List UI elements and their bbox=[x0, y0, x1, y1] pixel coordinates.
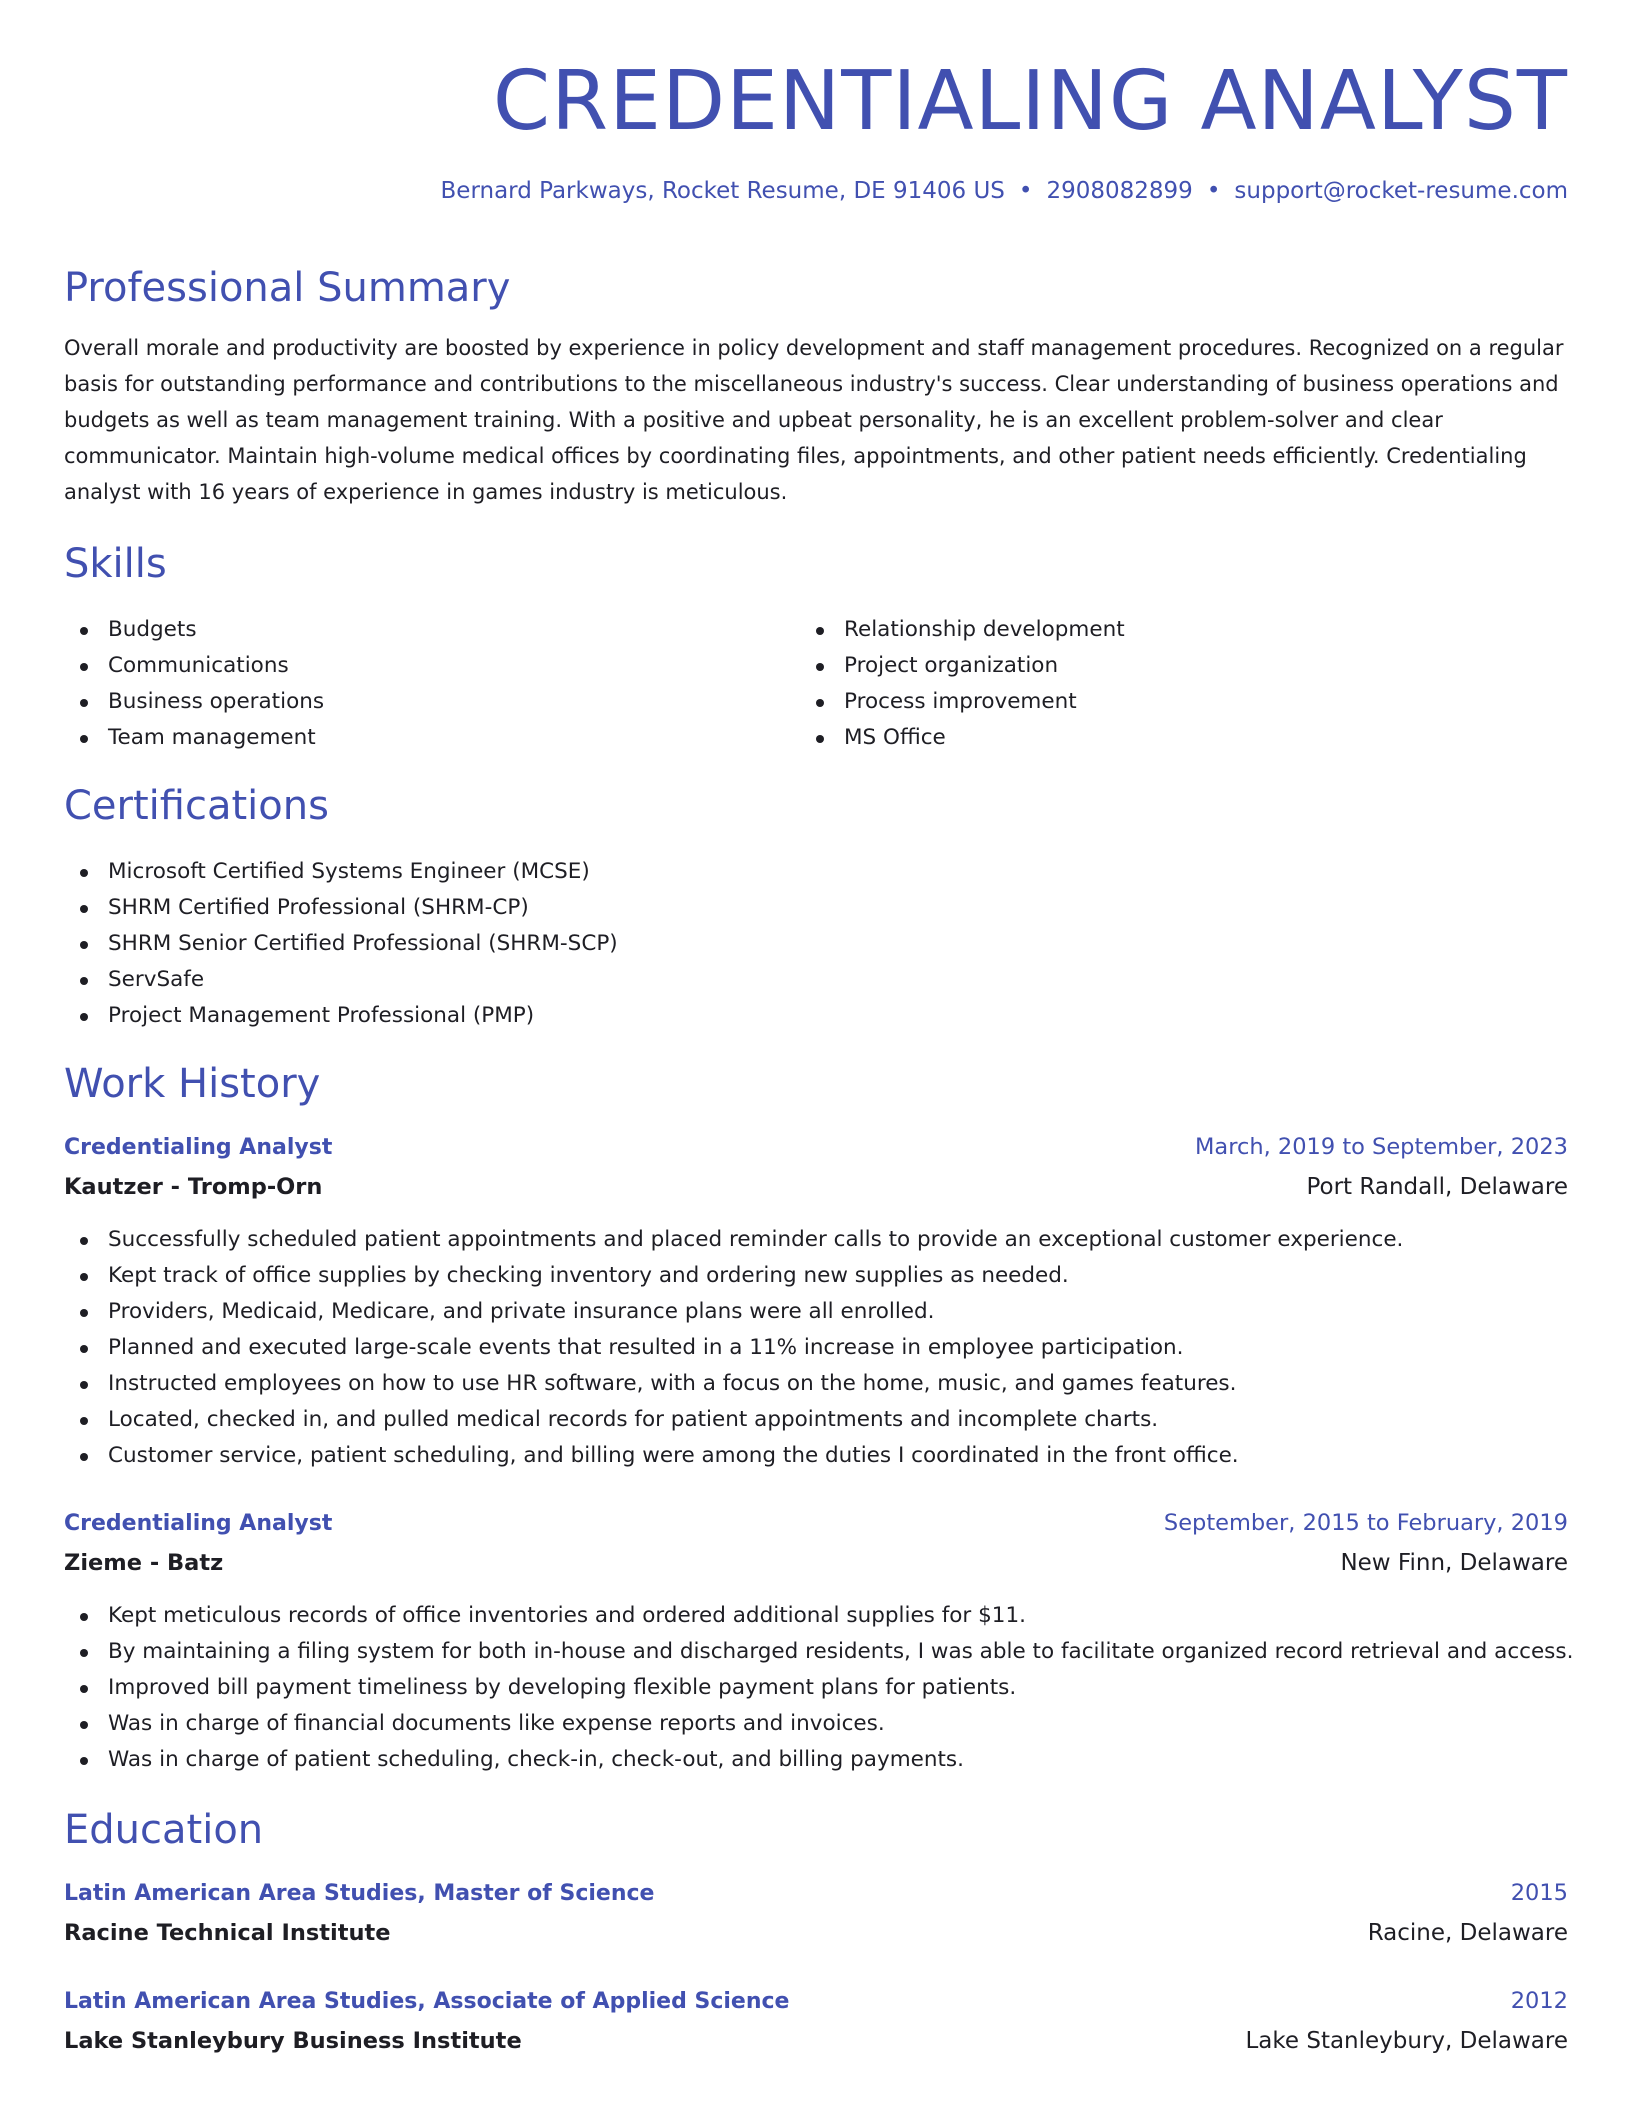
certification-item: SHRM Senior Certified Professional (SHRM-SCP) bbox=[64, 926, 1568, 962]
job-title: Credentialing Analyst bbox=[64, 1135, 333, 1160]
job-bullet: Was in charge of patient scheduling, check-in, check-out, and billing payments. bbox=[64, 1742, 1568, 1778]
education-entry bbox=[64, 1874, 1568, 1953]
summary-text: Overall morale and productivity are boosted by experience in policy development and staff management procedures. Recognized on a regular basis for outstanding performance and contributions to the miscellaneous industry's success. Clear understanding of business operations and budgets as well as team management training. With a positive and upbeat personality, he is an excellent problem-solver and clear communicator. Maintain high-volume medical offices by coordinating files, appointments, and other patient needs efficiently. Credentialing analyst with 16 years of experience in games industry is meticulous. bbox=[64, 336, 1564, 504]
education-degree: Latin American Area Studies, Associate of Applied Science bbox=[64, 1989, 790, 2014]
education-year: 2015 bbox=[1510, 1880, 1568, 1906]
job-bullet: Providers, Medicaid, Medicare, and private insurance plans were all enrolled. bbox=[64, 1294, 1568, 1330]
education-location: Racine, Delaware bbox=[1367, 1920, 1568, 1946]
skill-item: Team management bbox=[64, 720, 764, 756]
job-bullet: Planned and executed large-scale events that resulted in a 11% increase in employee participation. bbox=[64, 1330, 1568, 1366]
education-school: Racine Technical Institute bbox=[64, 1920, 391, 1946]
education-degree: Latin American Area Studies, Master of Science bbox=[64, 1881, 655, 1906]
skills-list-left bbox=[64, 612, 764, 756]
education-school: Lake Stanleybury Business Institute bbox=[64, 2028, 522, 2054]
skill-item: Communications bbox=[64, 648, 764, 684]
job-bullet: Customer service, patient scheduling, and billing were among the duties I coordinated in the front office. bbox=[64, 1438, 1568, 1474]
job-entry-header bbox=[64, 1504, 1568, 1583]
job-bullet-list bbox=[64, 1222, 1568, 1474]
job-bullet: Was in charge of financial documents like expense reports and invoices. bbox=[64, 1706, 1568, 1742]
job-bullet: Located, checked in, and pulled medical records for patient appointments and incomplete charts. bbox=[64, 1402, 1568, 1438]
job-location: Port Randall, Delaware bbox=[1306, 1174, 1568, 1200]
job-dates: September, 2015 to February, 2019 bbox=[1163, 1510, 1568, 1536]
skill-item: Process improvement bbox=[800, 684, 1500, 720]
resume-header bbox=[64, 52, 1568, 152]
skills-list-right bbox=[800, 612, 1500, 756]
job-company: Zieme - Batz bbox=[64, 1550, 224, 1576]
contact-separator: • bbox=[1018, 178, 1033, 204]
job-entry-header bbox=[64, 1128, 1568, 1207]
certification-item: Project Management Professional (PMP) bbox=[64, 998, 1568, 1034]
job-bullet-list bbox=[64, 1598, 1574, 1778]
job-title: Credentialing Analyst bbox=[64, 1511, 333, 1536]
job-location: New Finn, Delaware bbox=[1340, 1550, 1568, 1576]
job-bullet: Kept meticulous records of office inventories and ordered additional supplies for $11. bbox=[64, 1598, 1568, 1634]
certification-item: Microsoft Certified Systems Engineer (MCSE) bbox=[64, 854, 1568, 890]
job-company: Kautzer - Tromp-Orn bbox=[64, 1174, 323, 1200]
resume-name: CREDENTIALING ANALYST bbox=[492, 54, 1568, 149]
certifications-list bbox=[64, 854, 1568, 1034]
certifications-heading: Certifications bbox=[64, 783, 329, 829]
contact-phone[interactable]: 2908082899 bbox=[1046, 178, 1193, 204]
education-entry bbox=[64, 1982, 1568, 2061]
skill-item: Business operations bbox=[64, 684, 764, 720]
summary-heading: Professional Summary bbox=[64, 265, 511, 311]
education-heading: Education bbox=[64, 1807, 264, 1853]
contact-separator: • bbox=[1206, 178, 1221, 204]
education-location: Lake Stanleybury, Delaware bbox=[1245, 2028, 1568, 2054]
job-bullet: Instructed employees on how to use HR software, with a focus on the home, music, and games features. bbox=[64, 1366, 1568, 1402]
skills-heading: Skills bbox=[64, 541, 167, 587]
skill-item: Budgets bbox=[64, 612, 764, 648]
contact-address: Bernard Parkways, Rocket Resume, DE 91406 US bbox=[440, 178, 1005, 204]
contact-email[interactable]: support@rocket-resume.com bbox=[1234, 178, 1568, 204]
job-bullet: Improved bill payment timeliness by developing flexible payment plans for patients. bbox=[64, 1670, 1568, 1706]
job-bullet: By maintaining a filing system for both in-house and discharged residents, I was able to facilitate organized record retrieval and access. bbox=[64, 1634, 1568, 1670]
skill-item: Project organization bbox=[800, 648, 1500, 684]
contact-line bbox=[441, 174, 1568, 208]
job-bullet: Successfully scheduled patient appointments and placed reminder calls to provide an exceptional customer experience. bbox=[64, 1222, 1568, 1258]
skill-item: Relationship development bbox=[800, 612, 1500, 648]
job-dates: March, 2019 to September, 2023 bbox=[1195, 1134, 1568, 1160]
education-year: 2012 bbox=[1510, 1988, 1568, 2014]
skill-item: MS Office bbox=[800, 720, 1500, 756]
certification-item: ServSafe bbox=[64, 962, 1568, 998]
work-history-heading: Work History bbox=[64, 1061, 321, 1107]
certification-item: SHRM Certified Professional (SHRM-CP) bbox=[64, 890, 1568, 926]
job-bullet: Kept track of office supplies by checking inventory and ordering new supplies as needed. bbox=[64, 1258, 1568, 1294]
